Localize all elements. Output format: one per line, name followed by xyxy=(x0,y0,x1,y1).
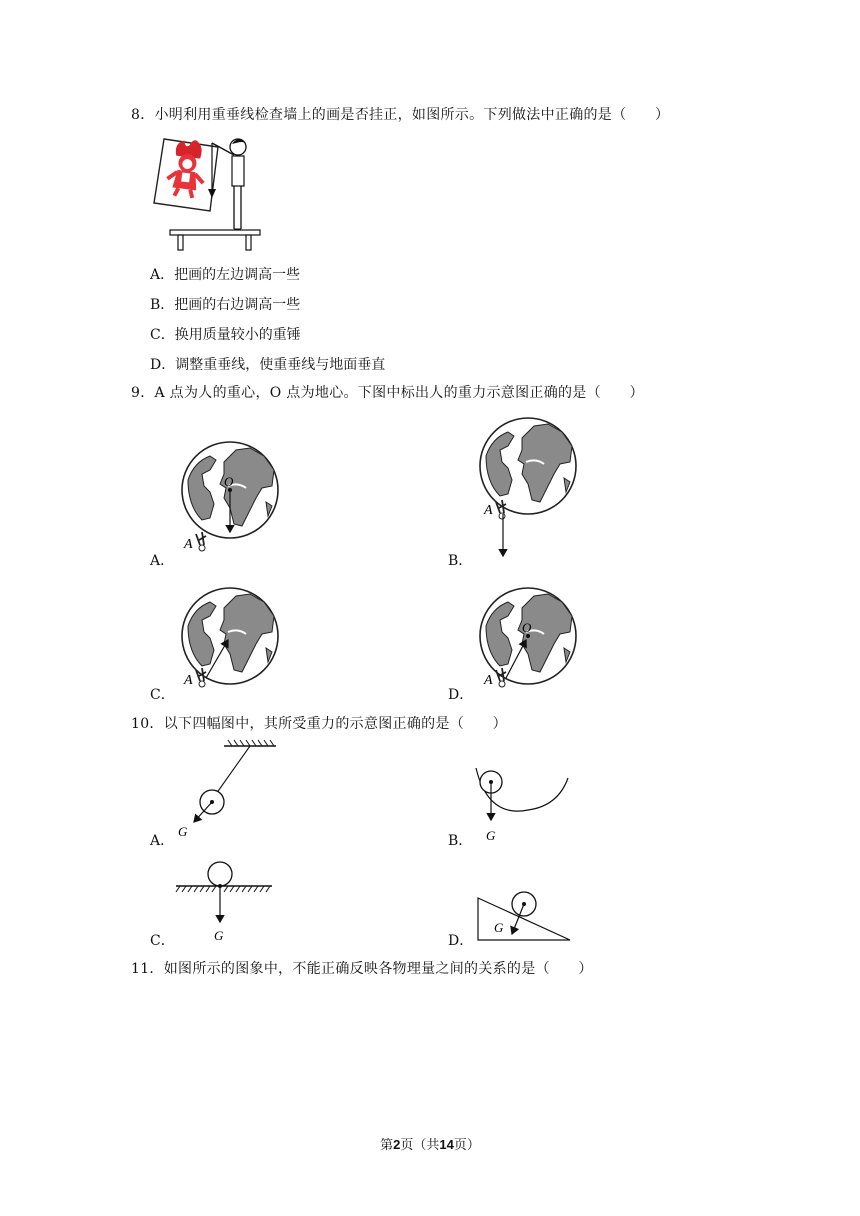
q9-figure-c xyxy=(150,580,310,700)
footer-prefix: 第 xyxy=(380,1138,394,1153)
q8-option-d: D．调整重垂线，使重垂线与地面垂直 xyxy=(150,357,386,373)
q9-figure-d xyxy=(448,580,608,700)
footer-suffix: 页） xyxy=(453,1138,480,1153)
svg-text:O: O xyxy=(522,620,532,635)
q9-option-b: B． xyxy=(448,553,473,569)
page-footer xyxy=(0,1134,860,1153)
footer-mid: 页（共 xyxy=(400,1138,440,1153)
svg-text:G: G xyxy=(494,920,504,935)
q10-option-b: B． xyxy=(448,833,473,849)
q9-figure-a xyxy=(150,420,310,570)
q10-option-c: C． xyxy=(150,933,175,949)
plumb-line-figure xyxy=(150,133,265,253)
svg-text:A: A xyxy=(184,673,193,688)
svg-text:A: A xyxy=(484,673,493,688)
svg-text:G: G xyxy=(214,928,224,943)
q10-option-a: A． xyxy=(150,833,175,849)
svg-text:A: A xyxy=(484,503,493,518)
q10-option-d: D． xyxy=(448,933,474,949)
q9-option-c: C． xyxy=(150,687,175,703)
question-9-text: 9．A 点为人的重心，O 点为地心。下图中标出人的重力示意图正确的是（ ） xyxy=(131,385,644,401)
svg-text:A: A xyxy=(184,537,193,552)
q9-figure-b xyxy=(448,410,608,570)
q9-option-a: A． xyxy=(150,553,175,569)
question-11-text: 11．如图所示的图象中，不能正确反映各物理量之间的关系的是（ ） xyxy=(131,961,593,977)
q8-option-c: C．换用质量较小的重锤 xyxy=(150,327,301,343)
question-8-text: 8．小明利用重垂线检查墙上的画是否挂正，如图所示。下列做法中正确的是（ ） xyxy=(131,107,670,123)
q9-option-d: D． xyxy=(448,687,474,703)
svg-text:G: G xyxy=(178,824,188,839)
svg-text:O: O xyxy=(224,474,234,489)
q8-option-a: A．把画的左边调高一些 xyxy=(150,267,301,283)
footer-page-number: 2 xyxy=(393,1137,401,1152)
q8-option-b: B．把画的右边调高一些 xyxy=(150,297,301,313)
footer-total-pages: 14 xyxy=(439,1137,454,1152)
svg-text:G: G xyxy=(486,828,496,843)
question-10-text: 10．以下四幅图中，其所受重力的示意图正确的是（ ） xyxy=(131,716,507,732)
